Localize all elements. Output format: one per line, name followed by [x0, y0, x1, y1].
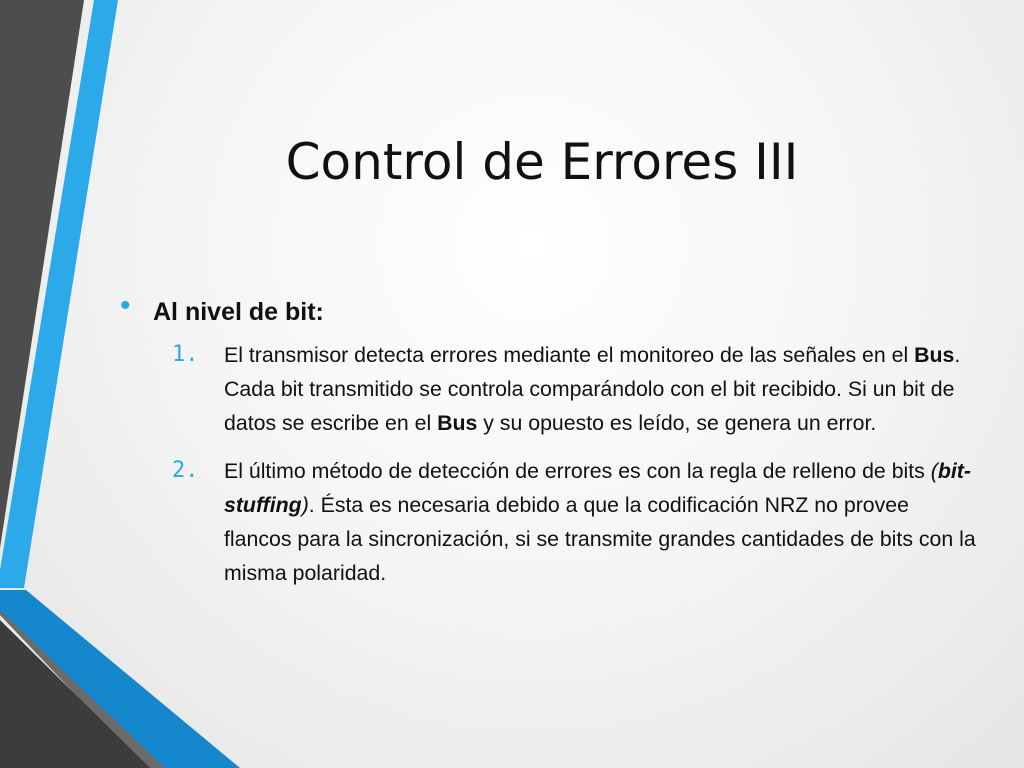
text-segment: ): [301, 493, 309, 517]
text-segment: El último método de detección de errores es con la regla de relleno de bits: [224, 459, 931, 483]
numbered-list: [120, 338, 980, 590]
item-text: [224, 459, 976, 585]
item-text: [224, 343, 960, 435]
bullet-icon: •: [120, 289, 131, 322]
text-segment: y su opuesto es leído, se genera un error.: [477, 411, 877, 435]
text-segment: . Cada bit transmitido se controla comparándolo con el bit recibido. Si un bit de datos se escribe en el: [224, 343, 961, 435]
item-number: 2.: [172, 458, 199, 483]
text-segment: El transmisor detecta errores mediante el monitoreo de las señales en el: [224, 343, 915, 367]
text-segment: . Ésta es necesaria debido a que la codificación NRZ no provee flancos para la sincronización, si se transmite grandes cantidades de bits con la misma polaridad.: [224, 493, 976, 585]
slide-body: [120, 290, 980, 590]
text-segment: (: [930, 459, 938, 483]
bullet-item: [120, 290, 980, 334]
numbered-item: [120, 454, 980, 590]
item-number: 1.: [172, 342, 199, 367]
bullet-heading: Al nivel de bit:: [153, 298, 324, 326]
text-segment: Bus: [437, 411, 478, 435]
numbered-item: [120, 338, 980, 440]
text-segment: bit-stuffing: [224, 459, 971, 517]
slide-title: Control de Errores III: [285, 133, 799, 191]
text-segment: Bus: [914, 343, 955, 367]
